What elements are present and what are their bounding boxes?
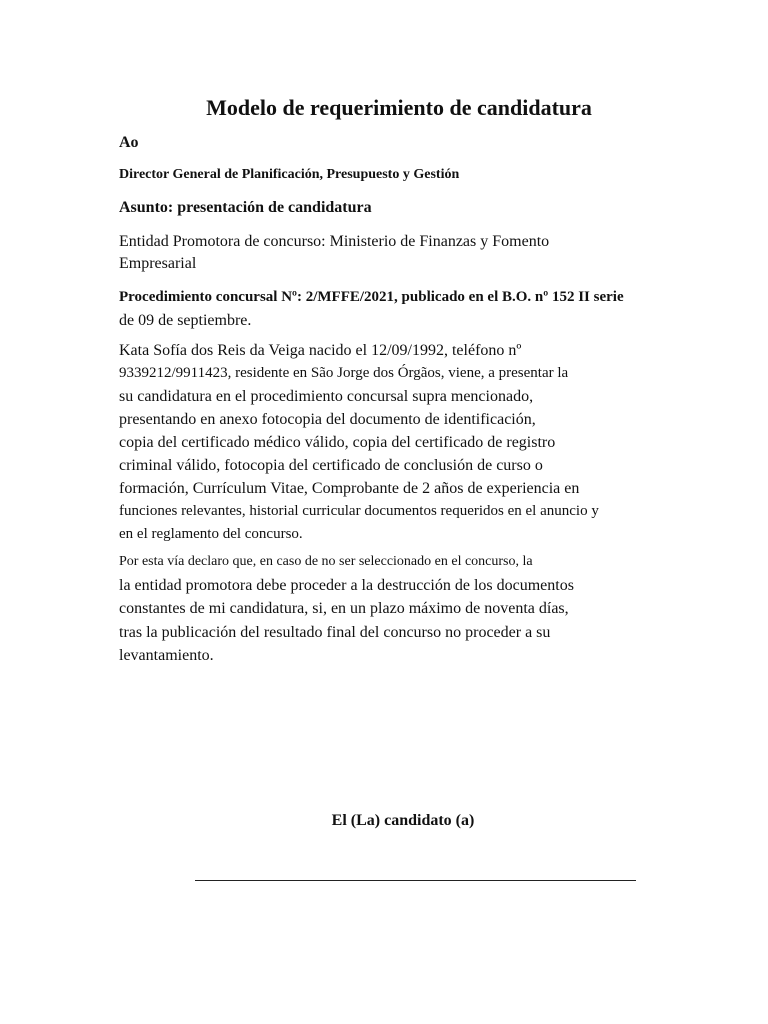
paragraph-line: levantamiento. [119,647,214,664]
procedure-reference [119,285,679,333]
subject: Asunto: presentación de candidatura [119,199,372,216]
signature-line [195,880,636,881]
document-title: Modelo de requerimiento de candidatura [206,95,592,120]
paragraph-line: Por esta vía declaro que, en caso de no ser seleccionado en el concurso, la [119,554,533,569]
procedure-number: Procedimiento concursal Nº: 2/MFFE/2021, publicado en el B.O. nº 152 II serie [119,289,624,305]
signature-label: El (La) candidato (a) [331,812,475,829]
paragraph-line: tras la publicación del resultado final del concurso no proceder a su [119,623,551,641]
paragraph-line: su candidatura en el procedimiento concursal supra mencionado, [119,388,534,405]
paragraph-line: presentando en anexo fotocopia del documento de identificación, [119,411,536,428]
recipient-prefix: Ao [119,134,139,151]
paragraph-line: constantes de mi candidatura, si, en un plazo máximo de noventa días, [119,600,569,617]
paragraph-line: 9339212/9911423, residente en São Jorge dos Órgãos, viene, a presentar la [119,365,569,381]
paragraph-line: funciones relevantes, historial curricular documentos requeridos en el anuncio y [119,503,599,519]
declaration-paragraph [119,550,679,668]
procedure-date: de 09 de septiembre. [119,312,252,329]
entity-line: Empresarial [119,255,197,272]
recipient: Director General de Planificación, Presupuesto y Gestión [119,167,460,182]
paragraph-line: en el reglamento del concurso. [119,526,303,542]
paragraph-line: Kata Sofía dos Reis da Veiga nacido el 12/09/1992, teléfono nº [119,342,522,359]
application-paragraph [119,339,679,546]
paragraph-line: la entidad promotora debe proceder a la destrucción de los documentos [119,576,574,594]
entity-line: Entidad Promotora de concurso: Ministerio de Finanzas y Fomento [119,233,550,250]
paragraph-line: criminal válido, fotocopia del certificado de conclusión de curso o [119,457,543,474]
promoting-entity [119,231,679,275]
paragraph-line: copia del certificado médico válido, copia del certificado de registro [119,434,556,451]
paragraph-line: formación, Currículum Vitae, Comprobante de 2 años de experiencia en [119,480,580,497]
